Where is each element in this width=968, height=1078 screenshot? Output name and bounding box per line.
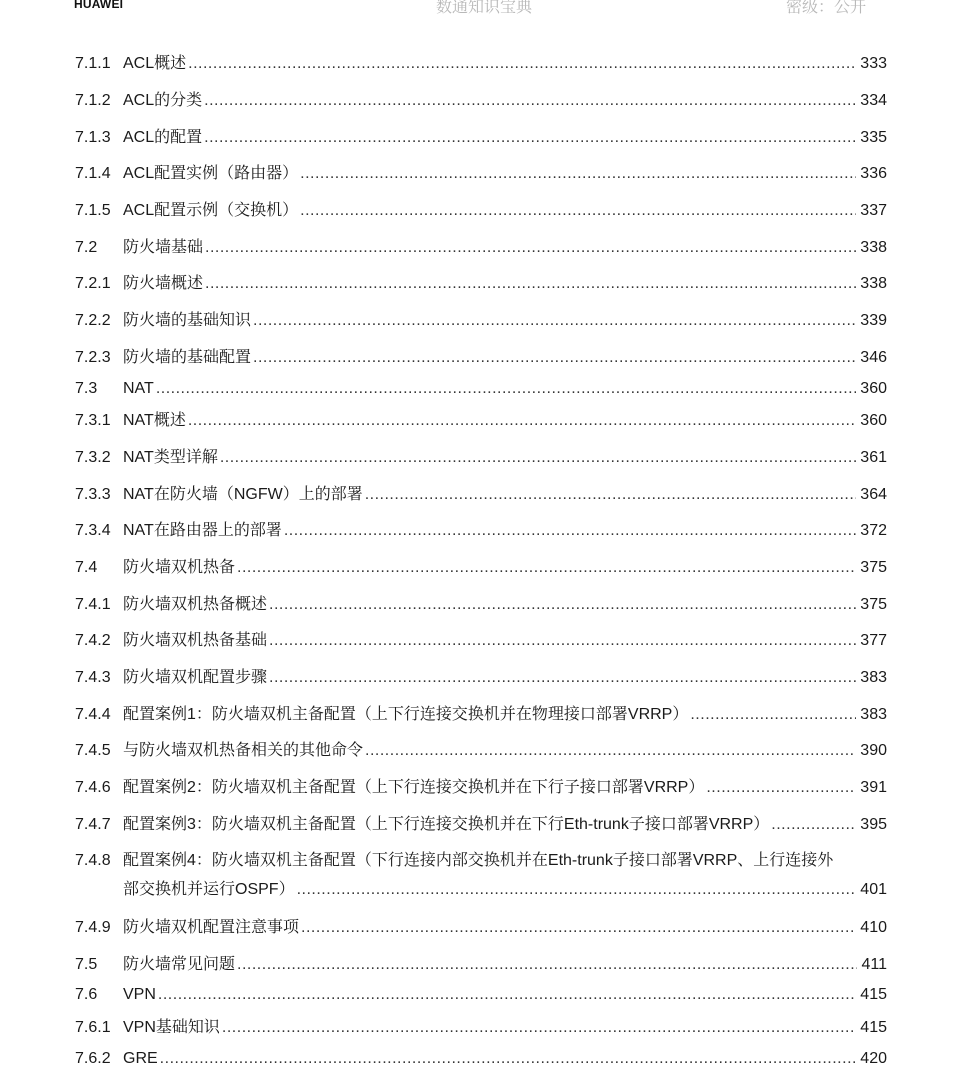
toc-entry-title[interactable]: NAT <box>123 380 154 397</box>
toc-entry[interactable] <box>75 521 887 541</box>
toc-entry-page-number[interactable]: 420 <box>860 1050 887 1067</box>
toc-entry-number: 7.3.1 <box>75 412 111 429</box>
toc-entry[interactable] <box>75 558 887 578</box>
toc-entry[interactable] <box>75 348 887 368</box>
toc-entry[interactable] <box>75 128 887 148</box>
toc-entry[interactable] <box>75 1049 887 1069</box>
toc-entry-title[interactable]: 防火墙双机配置注意事项 <box>123 919 300 936</box>
dot-leader <box>237 558 856 578</box>
toc-entry-title[interactable]: ACL配置示例（交换机） <box>123 202 299 219</box>
toc-entry-title[interactable]: 防火墙的基础配置 <box>123 349 252 366</box>
toc-entry-page-number[interactable]: 339 <box>860 312 887 329</box>
toc-entry[interactable] <box>75 815 887 835</box>
toc-entry-page-number[interactable]: 338 <box>860 275 887 292</box>
toc-entry[interactable] <box>75 238 887 258</box>
toc-entry[interactable] <box>75 201 887 221</box>
toc-entry-title[interactable]: 配置案例2：防火墙双机主备配置（上下行连接交换机并在下行子接口部署VRRP） <box>123 779 705 796</box>
toc-entry-number: 7.1.5 <box>75 202 111 219</box>
dot-leader <box>253 311 856 331</box>
toc-entry-title[interactable]: 防火墙的基础知识 <box>123 312 252 329</box>
toc-entry-page-number[interactable]: 401 <box>860 881 887 898</box>
toc-entry[interactable] <box>75 851 887 900</box>
toc-entry-number: 7.5 <box>75 956 98 973</box>
toc-entry-title[interactable]: ACL配置实例（路由器） <box>123 165 299 182</box>
dot-leader <box>188 411 856 431</box>
toc-entry-page-number[interactable]: 346 <box>860 349 887 366</box>
toc-entry-title[interactable]: 防火墙双机热备概述 <box>123 596 268 613</box>
toc-entry[interactable] <box>75 631 887 651</box>
toc-entry-page-number[interactable]: 410 <box>860 919 887 936</box>
toc-entry-number: 7.2.1 <box>75 275 111 292</box>
dot-leader <box>220 448 856 468</box>
dot-leader <box>771 815 856 835</box>
toc-entry-title[interactable]: 配置案例3：防火墙双机主备配置（上下行连接交换机并在下行Eth-trunk子接口部署VRRP） <box>123 816 770 833</box>
toc-entry-number: 7.4.8 <box>75 852 111 869</box>
toc-entry-number: 7.6 <box>75 986 98 1003</box>
toc-entry-title[interactable]: 防火墙双机热备基础 <box>123 632 268 649</box>
toc-entry-page-number[interactable]: 415 <box>860 986 887 1003</box>
document-title: 数通知识宝典 <box>436 0 533 16</box>
toc-entry-page-number[interactable]: 391 <box>860 779 887 796</box>
dot-leader <box>237 955 857 975</box>
dot-leader <box>301 918 856 938</box>
toc-entry-page-number[interactable]: 360 <box>860 380 887 397</box>
toc-entry[interactable] <box>75 91 887 111</box>
toc-entry-title[interactable]: 配置案例1：防火墙双机主备配置（上下行连接交换机并在物理接口部署VRRP） <box>123 706 689 723</box>
toc-entry-page-number[interactable]: 395 <box>860 816 887 833</box>
toc-entry[interactable] <box>75 668 887 688</box>
toc-entry-page-number[interactable]: 375 <box>860 596 887 613</box>
toc-entry-page-number[interactable]: 364 <box>860 486 887 503</box>
toc-entry-number: 7.1.3 <box>75 129 111 146</box>
dot-leader <box>269 595 856 615</box>
toc-entry[interactable] <box>75 54 887 74</box>
toc-entry-number: 7.6.2 <box>75 1050 111 1067</box>
toc-entry[interactable] <box>75 705 887 725</box>
toc-entry[interactable] <box>75 311 887 331</box>
dot-leader <box>205 274 856 294</box>
toc-entry-title[interactable]: 防火墙双机配置步骤 <box>123 669 268 686</box>
toc-entry-page-number[interactable]: 334 <box>860 92 887 109</box>
toc-entry-number: 7.3.3 <box>75 486 111 503</box>
toc-entry-page-number[interactable]: 383 <box>860 706 887 723</box>
dot-leader <box>365 741 856 761</box>
toc-entry-number: 7.6.1 <box>75 1019 111 1036</box>
toc-entry-page-number[interactable]: 338 <box>860 239 887 256</box>
toc-entry[interactable] <box>75 955 887 975</box>
toc-entry-title[interactable]: ACL概述 <box>123 55 187 72</box>
toc-entry[interactable] <box>75 778 887 798</box>
toc-entry-page-number[interactable]: 390 <box>860 742 887 759</box>
classification-label: 密级：公开 <box>786 0 867 16</box>
toc-entry-page-number[interactable]: 411 <box>861 956 887 973</box>
toc-entry-number: 7.3 <box>75 380 98 397</box>
toc-entry-title[interactable]: ACL的分类 <box>123 92 203 109</box>
toc-entry[interactable] <box>75 741 887 761</box>
toc-entry[interactable] <box>75 379 887 399</box>
toc-entry-number: 7.4.3 <box>75 669 111 686</box>
toc-entry-page-number[interactable]: 360 <box>860 412 887 429</box>
dot-leader <box>160 1049 857 1069</box>
toc-entry-number: 7.4.7 <box>75 816 111 833</box>
dot-leader <box>188 54 856 74</box>
toc-entry-number: 7.3.4 <box>75 522 111 539</box>
toc-entry-title[interactable]: 部交换机并运行OSPF） <box>123 881 295 898</box>
toc-entry-number: 7.4.9 <box>75 919 111 936</box>
dot-leader <box>300 164 856 184</box>
toc-entry-number: 7.4.4 <box>75 706 111 723</box>
toc-entry-number: 7.1.4 <box>75 165 111 182</box>
toc-entry-number: 7.2.3 <box>75 349 111 366</box>
dot-leader <box>365 485 857 505</box>
toc-entry-page-number[interactable]: 337 <box>860 202 887 219</box>
dot-leader <box>269 668 856 688</box>
toc-entry-page-number[interactable]: 361 <box>860 449 887 466</box>
toc-entry-page-number[interactable]: 383 <box>860 669 887 686</box>
dot-leader <box>205 238 856 258</box>
toc-entry-title[interactable]: 与防火墙双机热备相关的其他命令 <box>123 742 364 759</box>
toc-entry[interactable] <box>75 985 887 1005</box>
toc-entry-title[interactable]: NAT在路由器上的部署 <box>123 522 282 539</box>
toc-entry-page-number[interactable]: 372 <box>860 522 887 539</box>
dot-leader <box>204 91 856 111</box>
toc-entry-page-number[interactable]: 335 <box>860 129 887 146</box>
toc-entry-title[interactable]: 防火墙基础 <box>123 239 204 256</box>
toc-entry-title[interactable]: ACL的配置 <box>123 129 203 146</box>
dot-leader <box>222 1018 856 1038</box>
toc-entry-page-number[interactable]: 415 <box>860 1019 887 1036</box>
toc-entry[interactable] <box>75 595 887 615</box>
toc-entry[interactable] <box>75 411 887 431</box>
toc-entry-title[interactable]: 配置案例4：防火墙双机主备配置（下行连接内部交换机并在Eth-trunk子接口部署VRRP、上行连接外 <box>123 852 834 869</box>
toc-entry-number: 7.2 <box>75 239 98 256</box>
toc-entry-title[interactable]: 防火墙常见问题 <box>123 956 236 973</box>
toc-entry-number: 7.4.2 <box>75 632 111 649</box>
toc-entry[interactable] <box>75 918 887 938</box>
toc-entry-page-number[interactable]: 377 <box>860 632 887 649</box>
toc-entry[interactable] <box>75 1018 887 1038</box>
toc-entry-number: 7.1.2 <box>75 92 111 109</box>
toc-entry-page-number[interactable]: 375 <box>860 559 887 576</box>
toc-entry-number: 7.4 <box>75 559 98 576</box>
toc-entry[interactable] <box>75 448 887 468</box>
toc-entry-page-number[interactable]: 333 <box>860 55 887 72</box>
toc-entry-number: 7.3.2 <box>75 449 111 466</box>
toc-entry-number: 7.4.6 <box>75 779 111 796</box>
dot-leader <box>690 705 856 725</box>
toc-entry-number: 7.4.5 <box>75 742 111 759</box>
toc-entry-title[interactable]: NAT类型详解 <box>123 449 218 466</box>
dot-leader <box>253 348 856 368</box>
huawei-logo: HUAWEI <box>74 0 124 11</box>
dot-leader <box>269 631 856 651</box>
dot-leader <box>300 201 856 221</box>
toc-entry[interactable] <box>75 274 887 294</box>
dot-leader <box>297 880 857 900</box>
dot-leader <box>204 128 856 148</box>
toc-entry-number: 7.1.1 <box>75 55 111 72</box>
toc-entry-title[interactable]: NAT在防火墙（NGFW）上的部署 <box>123 486 363 503</box>
dot-leader <box>706 778 856 798</box>
toc-entry-title[interactable]: NAT概述 <box>123 412 186 429</box>
toc-entry-number: 7.2.2 <box>75 312 111 329</box>
toc-entry-title[interactable]: 防火墙概述 <box>123 275 204 292</box>
toc-entry-number: 7.4.1 <box>75 596 111 613</box>
dot-leader <box>158 985 856 1005</box>
dot-leader <box>284 521 856 541</box>
toc-entry-title[interactable]: 防火墙双机热备 <box>123 559 236 576</box>
toc-entry-title[interactable]: VPN基础知识 <box>123 1019 220 1036</box>
toc-entry-title[interactable]: GRE <box>123 1050 158 1067</box>
page-header <box>0 0 968 14</box>
toc-entry-title[interactable]: VPN <box>123 986 156 1003</box>
toc-entry[interactable] <box>75 164 887 184</box>
dot-leader <box>156 379 856 399</box>
toc-entry-page-number[interactable]: 336 <box>860 165 887 182</box>
toc-entry[interactable] <box>75 485 887 505</box>
